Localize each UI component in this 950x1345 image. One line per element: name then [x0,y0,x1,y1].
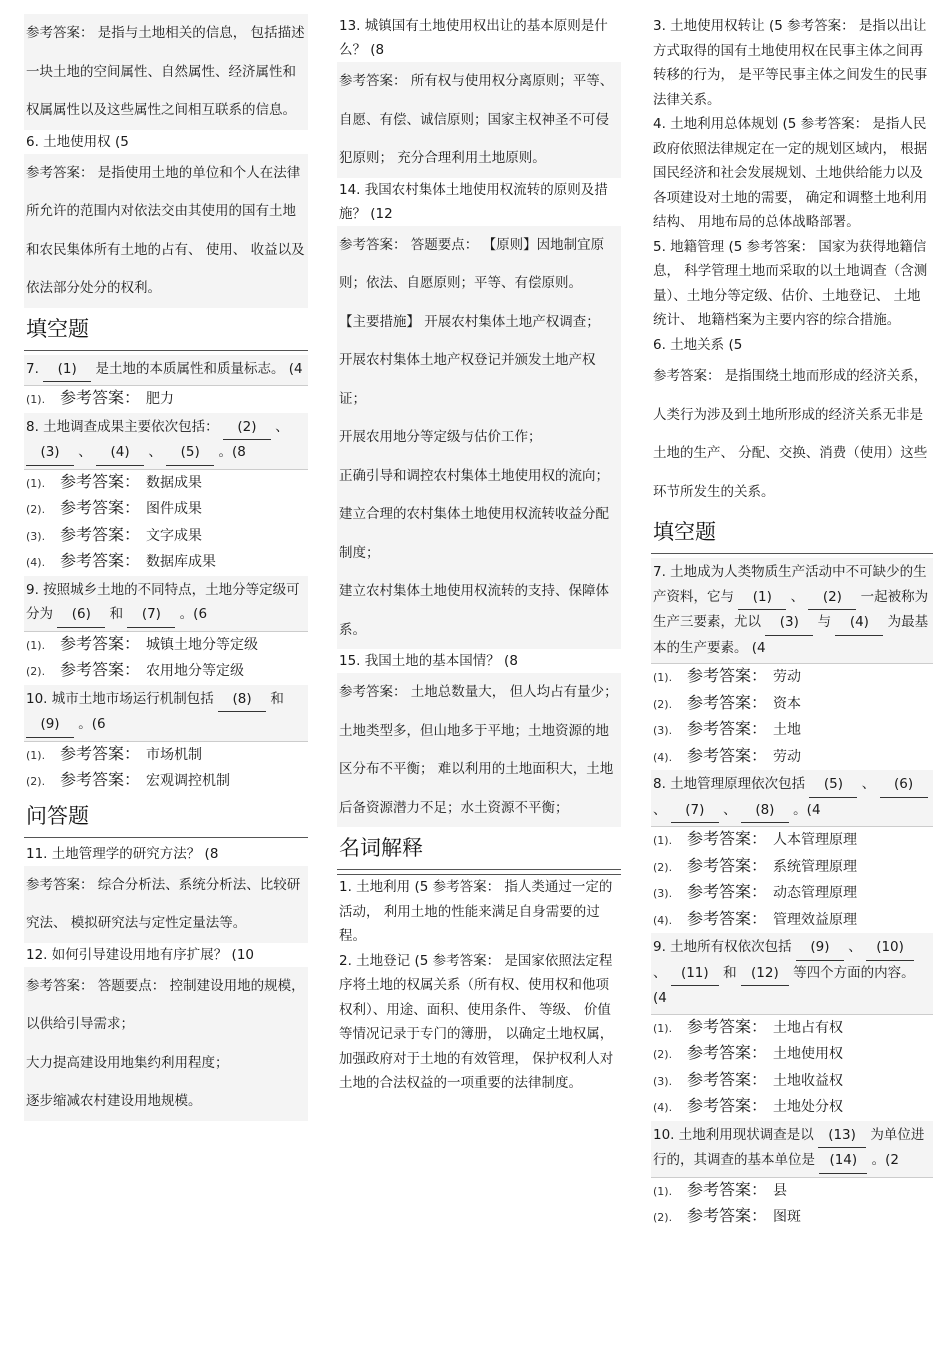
q10-question [24,685,308,742]
answer-num: (2). [653,860,673,874]
blank-4[interactable]: (4) [835,610,883,636]
q12-answer-line: 逐步缩减农村建设用地规模。 [26,1093,202,1109]
term-2: 2. 土地登记 (5 参考答案： 是国家依照法定程序将土地的权属关系（所有权、使用权和他项权利）、用途、面积、使用条件、 等级、 价值等情况记录于专门的簿册， 以确定土地权属， 加强政府对于土地的有效管理， 保护权利人对土地的合法权益的一项重要的法律制度。 [339,952,614,1091]
q6-answer: 参考答案： 是指使用土地的单位和个人在法律所允许的范围内对依法交由其使用的国有土地和农民集体所有土地的占有、 使用、 收益以及依法部分处分的权利。 [24,154,308,308]
q7b-question [651,558,933,664]
blank-7[interactable]: (7) [671,798,719,824]
q11-answer: 参考答案： 综合分析法、系统分析法、比较研究法、 模拟研究法与定性定量法等。 [24,866,308,943]
answer-row [24,742,308,769]
answer-label: 参考答案： [687,1179,768,1199]
blank-5[interactable]: (5) [809,772,857,798]
q14-answer-line: 参考答案： 答题要点： 【原则】因地制宜原则；依法、自愿原则；平等、有偿原则。 [339,236,605,291]
answer-label: 参考答案： [60,551,141,570]
blank-2[interactable]: (2) [223,415,271,441]
blank-8[interactable]: (8) [218,687,266,713]
q9b-post: 等四个方面的内容。 (4 [653,964,915,1006]
answer-value: 数据成果 [146,474,203,491]
q9-mid: 和 [105,606,128,622]
answer-row [651,827,933,854]
answer-num: (1). [653,1021,673,1035]
answer-row [24,386,308,413]
answer-label: 参考答案： [687,719,768,738]
q8b-post: 。(4 [788,801,821,818]
answer-value: 县 [773,1182,788,1199]
answer-label: 参考答案： [687,666,768,685]
q5-answer: 参考答案： 是指与土地相关的信息， 包括描述一块土地的空间属性、自然属性、经济属性和权属属性以及这些属性之间相互联系的信息。 [24,14,308,130]
answer-num: (1). [26,476,46,490]
answer-num: (3). [26,529,46,543]
blank-7[interactable]: (7) [127,602,175,628]
fill-heading-2: 填空题 [651,511,933,554]
blank-2[interactable]: (2) [808,585,856,611]
blank-13[interactable]: (13) [818,1123,866,1149]
q11-title: 11. 土地管理学的研究方法？ (8 [26,845,219,862]
sep: 、 [78,444,92,460]
answer-num: (1). [653,834,673,847]
answer-label: 参考答案： [687,855,768,875]
q12-answer-line: 大力提高建设用地集约利用程度； [26,1054,229,1071]
q7-pre: 7. [26,360,44,377]
q7b-post: 为最基本的生产要素。 (4 [653,614,929,656]
blank-1[interactable]: (1) [738,585,786,611]
answer-value: 城镇土地分等定级 [146,636,259,653]
answer-value: 农用地分等定级 [146,663,245,679]
blank-6[interactable]: (6) [57,602,105,628]
blank-3[interactable]: (3) [765,610,813,636]
answer-label: 参考答案： [687,908,768,928]
q7-question [24,355,308,387]
q9b-pre: 9. 土地所有权依次包括 [653,939,796,955]
blank-6[interactable]: (6) [880,772,928,798]
answer-label: 参考答案： [60,770,141,789]
sep: 、 [653,964,667,981]
answer-value: 管理效益原理 [773,911,858,928]
answer-num: (3). [653,887,673,900]
answer-label: 参考答案： [60,743,141,763]
q8-post: 。(8 [218,444,246,460]
q14-answer-line: 正确引导和调控农村集体土地使用权的流向； [339,467,609,484]
q7b-mid: 一起被称为生产三要素，尤以 [653,588,929,630]
answer-row [651,691,933,718]
q14-answer-line: 【主要措施】 开展农村集体土地产权调查； [339,313,600,330]
answer-value: 数据库成果 [146,554,217,570]
sep: 、 [148,444,162,460]
q7b-answers [651,664,933,770]
answer-row [651,664,933,691]
q8-question [24,413,308,470]
answer-row [24,549,308,576]
answer-row [651,744,933,771]
column-3 [651,14,933,1231]
sep: 、 [653,801,667,818]
answer-label: 参考答案： [687,882,768,901]
q8-pre: 8. 土地调查成果主要依次包括： [26,418,223,435]
sep: 、 [275,418,289,435]
q10b-mid: 为单位进行的，其调查的基本单位是 [653,1126,925,1168]
qa-heading: 问答题 [24,795,308,838]
answer-label: 参考答案： [60,660,141,679]
sep: 、 [786,588,809,605]
answer-label: 参考答案： [687,1206,768,1225]
term-6-title: 6. 土地关系 (5 [653,336,743,353]
answer-num: (2). [26,503,46,516]
answer-num: (3). [653,724,673,737]
answer-row [651,1204,933,1231]
term-6-answer: 参考答案： 是指围绕土地而形成的经济关系，人类行为涉及到土地所形成的经济关系无非是土地的生产、 分配、交换、消费（使用）这些环节所发生的关系。 [651,357,933,511]
q10b-post: 。(2 [867,1152,899,1168]
answer-value: 文字成果 [146,527,203,544]
answer-label: 参考答案： [60,388,141,407]
q12-answer [24,967,308,1121]
blank-3[interactable]: (3) [26,440,74,466]
answer-num: (3). [653,1074,673,1088]
term-5: 5. 地籍管理 (5 参考答案： 国家为获得地籍信息， 科学管理土地而采取的以土地调查（含测量）、土地分等定级、估价、土地登记、 土地统计、 地籍档案为主要内容的综合措施。 [653,238,928,328]
q8b-answers [651,827,933,933]
answer-value: 土地使用权 [773,1046,844,1062]
q10b-answers [651,1178,933,1231]
answer-num: (1). [653,1184,673,1198]
answer-row [651,1178,933,1205]
answer-value: 资本 [773,695,802,712]
q12-title: 12. 如何引导建设用地有序扩展？ (10 [26,946,254,963]
blank-10[interactable]: (10) [866,935,914,961]
term-4: 4. 土地利用总体规划 (5 参考答案： 是指人民政府依照法律规定在一定的规划区域内， 根据国民经济和社会发展规划、土地供给能力以及各项建设对土地的需要， 确定和调整土地利用结构、 用地布局的总体战略部署。 [653,116,928,230]
answer-num: (2). [653,1048,673,1061]
q7-answers [24,386,308,413]
answer-value: 劳动 [773,669,802,685]
q10b-pre: 10. 土地利用现状调查是以 [653,1126,819,1143]
answer-row [651,880,933,907]
q15-answer: 参考答案： 土地总数量大， 但人均占有量少；土地类型多，但山地多于平地；土地资源的地区分布不平衡； 难以利用的土地面积大，土地后备资源潜力不足；水土资源不平衡； [337,673,621,827]
answer-value: 动态管理原理 [773,885,858,901]
answer-value: 劳动 [773,748,802,765]
q9-pre: 9. 按照城乡土地的不同特点，土地分等定级可分为 [26,581,300,622]
answer-num: (4). [26,556,46,569]
answer-row [24,658,308,685]
blank-12[interactable]: (12) [741,961,789,987]
answer-row [24,523,308,550]
term-1: 1. 土地利用 (5 参考答案： 指人类通过一定的活动， 利用土地的性能来满足自身需要的过程。 [337,874,621,949]
answer-label: 参考答案： [60,633,141,653]
answer-num: (2). [26,775,46,788]
answer-num: (2). [653,697,673,711]
q8b-pre: 8. 土地管理原理依次包括 [653,776,810,792]
sep: 、 [723,801,737,818]
answer-row [651,1068,933,1095]
answer-num: (1). [26,748,46,762]
blank-1[interactable]: (1) [43,357,91,383]
answer-row [651,854,933,881]
q10-pre: 10. 城市土地市场运行机制包括 [26,690,219,707]
answer-row [24,470,308,497]
sep: 和 [723,964,737,981]
q14-title: 14. 我国农村集体土地使用权流转的原则及措施？ (12 [339,181,608,222]
blank-4[interactable]: (4) [96,440,144,466]
answer-num: (4). [653,913,673,927]
column-1 [24,14,308,1121]
q13-answer: 参考答案： 所有权与使用权分离原则；平等、自愿、有偿、诚信原则；国家主权神圣不可侵犯原则； 充分合理利用土地原则。 [337,62,621,178]
answer-row [651,1015,933,1042]
q6-title: 6. 土地使用权 (5 [26,133,129,150]
answer-label: 参考答案： [687,745,768,765]
q7-post: 是土地的本质属性和质量标志。 (4 [91,360,303,377]
answer-row [24,768,308,795]
sep: 、 [848,939,862,955]
q9-question [24,576,308,632]
answer-value: 宏观调控机制 [146,773,231,789]
answer-label: 参考答案： [687,1096,768,1115]
q8-answers [24,470,308,576]
q9-answers [24,632,308,685]
q9b-answers [651,1015,933,1121]
term-3: 3. 土地使用权转让 (5 参考答案： 是指以出让方式取得的国有土地使用权在民事主体之间再转移的行为， 是平等民事主体之间发生的民事法律关系。 [653,18,928,108]
q14-answer-line: 开展农用地分等定级与估价工作； [339,429,542,445]
sep: 与 [813,614,836,630]
answer-row [651,717,933,744]
answer-value: 土地收益权 [773,1072,844,1089]
answer-value: 土地占有权 [773,1019,844,1036]
answer-value: 系统管理原理 [773,858,858,875]
q14-answer [337,226,621,650]
answer-label: 参考答案： [687,1016,768,1036]
q15-title: 15. 我国土地的基本国情？ (8 [339,653,518,669]
answer-num: (4). [653,1101,673,1114]
q10-post: 。(6 [74,716,106,732]
q14-answer-line: 开展农村集体土地产权登记并颁发土地产权证； [339,352,596,407]
q12-answer-line: 参考答案： 答题要点： 控制建设用地的规模，以供给引导需求； [26,977,305,1032]
answer-row [651,907,933,934]
answer-label: 参考答案： [60,498,141,517]
fill-heading: 填空题 [24,308,308,351]
sep: 、 [861,776,876,792]
terms-heading: 名词解释 [337,827,621,870]
answer-label: 参考答案： [60,471,141,491]
q10b-question [651,1121,933,1178]
answer-value: 图件成果 [146,501,203,517]
q13-title: 13. 城镇国有土地使用权出让的基本原则是什么？ (8 [339,18,608,58]
q10-mid: 和 [266,690,284,707]
blank-8[interactable]: (8) [741,798,789,824]
column-2 [337,14,621,1096]
q10-answers [24,742,308,795]
blank-9[interactable]: (9) [26,712,74,738]
q9b-question [651,933,933,1015]
answer-num: (2). [26,665,46,678]
answer-row [24,496,308,523]
answer-row [651,1041,933,1068]
answer-num: (1). [26,393,46,406]
answer-value: 土地处分权 [773,1099,844,1115]
answer-num: (2). [653,1211,673,1224]
answer-label: 参考答案： [687,829,768,848]
answer-label: 参考答案： [60,524,141,544]
answer-label: 参考答案： [687,692,768,712]
answer-row [24,632,308,659]
q14-answer-line: 建立农村集体土地使用权流转的支持、保障体系。 [339,583,609,638]
q7b-pre: 7. 土地成为人类物质生产活动中不可缺少的生产资料，它与 [653,564,927,605]
answer-value: 土地 [773,722,802,738]
blank-9[interactable]: (9) [796,935,844,961]
answer-num: (1). [26,638,46,652]
answer-row [651,1094,933,1121]
blank-14[interactable]: (14) [819,1148,867,1174]
answer-value: 市场机制 [146,746,203,763]
answer-num: (4). [653,750,673,764]
q8b-question [651,770,933,827]
q9-post: 。(6 [175,606,208,622]
answer-value: 肥力 [146,391,175,407]
answer-num: (1). [653,671,673,684]
blank-11[interactable]: (11) [671,961,719,987]
q14-answer-line: 建立合理的农村集体土地使用权流转收益分配制度； [339,506,609,561]
answer-value: 人本管理原理 [773,832,858,848]
answer-label: 参考答案： [687,1069,768,1089]
answer-value: 图斑 [773,1209,802,1225]
answer-label: 参考答案： [687,1043,768,1062]
blank-5[interactable]: (5) [166,440,214,466]
